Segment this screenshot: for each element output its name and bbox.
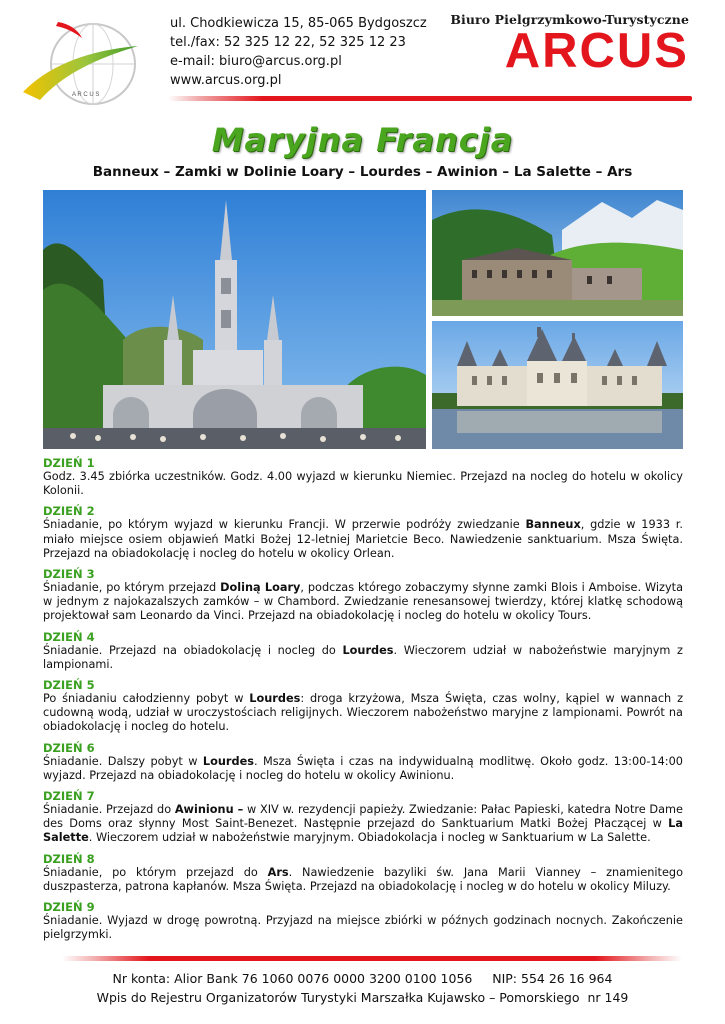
highlighted-place: Lourdes [342,643,394,657]
itinerary-day [43,567,683,624]
highlighted-place: Ars [267,865,289,879]
day-description [43,470,683,498]
photo-chambord [432,321,683,449]
agency-type: Biuro Pielgrzymkowo-Turystyczne [450,12,689,27]
day-description [43,803,683,846]
brand-block [450,12,689,78]
day-description [43,914,683,942]
page-subtitle: Banneux – Zamki w Dolinie Loary – Lourdes – Awinion – La Salette – Ars [92,164,633,180]
day-description [43,518,683,561]
page-title: Maryjna Francja [211,121,514,159]
itinerary-day [43,504,683,561]
highlighted-place: Banneux [525,518,581,532]
itinerary-day [43,852,683,894]
day-text-segment: Godz. 3.45 zbiórka uczestników. Godz. 4.00 wyjazd w kierunku Niemiec. Przejazd na nocleg do hotelu w okolicy Kolonii. [43,470,683,498]
day-text-segment: : droga krzyżowa, Msza Święta, czas wolny, kąpiel w wannach z cudowną wodą, udział w uroczystościach religijnych. Wieczorem nabożeństwo maryjne z lampionami. Powrót na obiadokolację i nocleg do hotelu. [43,692,683,734]
day-description [43,866,683,894]
day-text-segment: Śniadanie. Dalszy pobyt w [43,754,203,768]
day-text-segment: . Nawiedzenie bazyliki św. Jana Marii Vianney – znamienitego duszpasterza, patrona kapłanów. Msza Święta. Przejazd na obiadokolację i nocleg w do hotelu w okolicy Miluzy. [43,865,683,893]
day-text-segment: Śniadanie. Wyjazd w drogę powrotną. Przyjazd na miejsce zbiórki w późnych godzinach nocnych. Zakończenie pielgrzymki. [43,914,683,942]
address: ul. Chodkiewicza 15, 85-065 Bydgoszcz [170,16,427,31]
day-description [43,644,683,672]
contact-info [170,14,427,90]
tour-register-line: Wpis do Rejestru Organizatorów Turystyki Marszałka Kujawsko – Pomorskiego nr 149 [96,990,629,1005]
bank-account-line: Nr konta: Alior Bank 76 1060 0076 0000 3200 0100 1056 NIP: 554 26 16 964 [112,971,613,986]
day-text-segment: Po śniadaniu całodzienny pobyt w [43,692,250,706]
photo-la-salette [432,190,683,316]
email[interactable]: e-mail: biuro@arcus.org.pl [170,54,342,69]
day-text-segment: . Msza Święta i czas na indywidualną modlitwę. Około godz. 13:00-14:00 wyjazd. Przejazd na obiadokolację i nocleg do hotelu w okolicy Awinionu. [43,754,683,782]
itinerary-day [43,741,683,783]
day-label: DZIEŃ 9 [43,900,95,915]
day-label: DZIEŃ 5 [43,678,95,693]
svg-text:A R C U S: A R C U S [72,92,100,98]
day-description [43,581,683,624]
itinerary [43,456,683,948]
day-text-segment: . Wieczorem udział w nabożeństwie maryjnym z lampionami. [43,643,683,671]
highlighted-place: Doliną Loary [220,581,301,595]
arcus-logo [18,14,148,114]
itinerary-day [43,900,683,942]
day-text-segment: Śniadanie, po którym przejazd [43,581,221,595]
photo-lourdes-basilica [43,190,426,449]
day-text-segment: . Wieczorem udział w nabożeństwie maryjnym. Obiadokolacja i nocleg w Sanktuarium w La Salette. [88,831,651,845]
day-text-segment: Śniadanie, po którym przejazd do [43,865,268,879]
footer-divider [62,956,682,961]
itinerary-day [43,789,683,846]
highlighted-place: Lourdes [249,692,301,706]
day-text-segment: Śniadanie. Przejazd na obiadokolację i nocleg do [43,643,343,657]
day-text-segment: Śniadanie, po którym wyjazd w kierunku Francji. W przerwie podróży zwiedzanie [43,518,526,532]
day-label: DZIEŃ 8 [43,851,95,866]
header-divider [168,96,692,101]
day-label: DZIEŃ 4 [43,629,95,644]
highlighted-place: La Salette [43,817,683,845]
day-label: DZIEŃ 1 [43,456,95,470]
phone: tel./fax: 52 325 12 22, 52 325 12 23 [170,35,406,50]
day-description [43,692,683,735]
day-label: DZIEŃ 7 [43,789,95,804]
itinerary-day [43,678,683,735]
day-text-segment: Śniadanie. Przejazd do [43,803,175,817]
day-label: DZIEŃ 2 [43,504,95,519]
footer [0,969,725,1007]
agency-name: ARCUS [504,24,689,78]
highlighted-place: Lourdes [202,754,254,768]
website[interactable]: www.arcus.org.pl [170,73,282,88]
itinerary-day [43,630,683,672]
day-description [43,755,683,783]
day-text-segment: , gdzie w 1933 r. miało miejsce osiem objawień Matki Bożej 12-letniej Marietcie Beco. Nawiedzenie sanktuarium. Msza Święta. Przejazd na obiadokolację i nocleg do hotelu w okolicy Orlean. [43,518,683,560]
day-text-segment: w XIV w. rezydencji papieży. Zwiedzanie: Pałac Papieski, katedra Notre Dame des Doms oraz słynny Most Saint-Benezet. Następnie przejazd do Sanktuarium Matki Bożej Płaczącej w [43,803,683,831]
itinerary-day [43,456,683,498]
day-text-segment: , podczas którego zobaczymy słynne zamki Blois i Amboise. Wizyta w jednym z najokazalszych zamków – w Chambord. Zwiedzanie renesansowej twierdzy, której klatkę schodową projektował sam Leonardo da Vinci. Przejazd na obiadokolację i nocleg do hotelu w okolicy Tours. [43,581,683,623]
highlighted-place: Awinionu – [174,803,244,817]
day-label: DZIEŃ 3 [43,567,95,582]
day-label: DZIEŃ 6 [43,740,95,755]
